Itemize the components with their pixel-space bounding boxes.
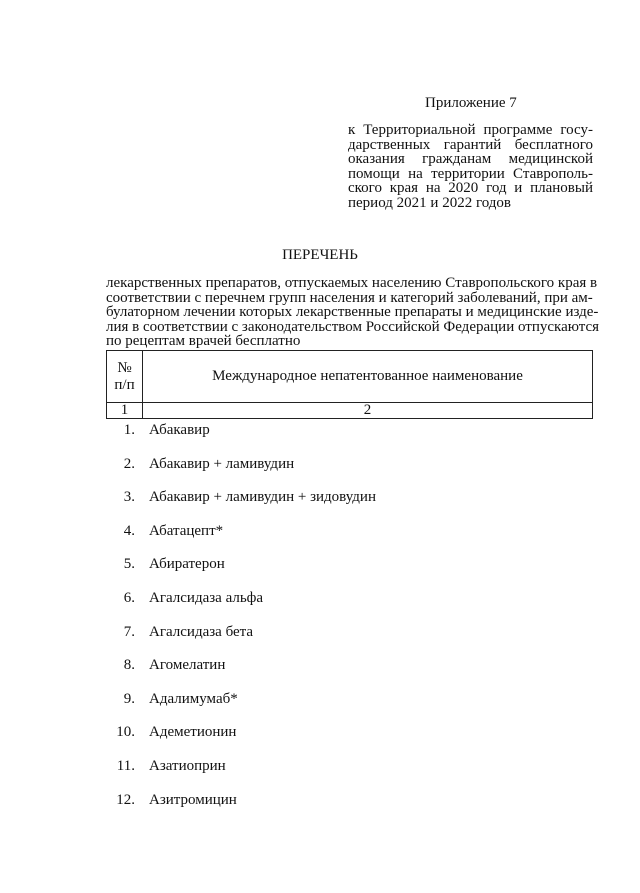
item-number: 2. [123,455,135,472]
list-item [106,516,593,550]
item-name: Абакавир + ламивудин + зидовудин [149,489,376,506]
drug-table-header [106,350,593,419]
col-num-header-line: п/п [114,376,135,393]
item-name: Абиратерон [149,556,225,573]
list-item [106,650,593,684]
list-item [106,684,593,718]
item-name: Адеметионин [149,724,237,741]
list-description-line: лекарственных препаратов, отпускаемых населению Ставропольского края в [106,275,598,291]
item-number: 4. [123,522,135,539]
appendix-subtitle-line: к Территориальной программе госу- [348,122,593,138]
list-description-line: соответствии с перечнем групп населения и категорий заболеваний, при ам- [106,289,593,306]
col-num-index: 1 [107,403,143,419]
item-name: Агалсидаза бета [149,623,254,640]
item-number: 3. [123,489,135,506]
list-item [106,549,593,583]
list-item [106,785,593,819]
item-number: 12. [116,791,135,808]
list-description-line: лия в соответствии с законодательством Российской Федерации отпускаются [106,318,600,335]
list-description-line: булаторном лечении которых лекарственные препараты и медицинские изде- [106,304,599,320]
item-number: 6. [123,589,135,606]
col-name-header: Международное непатентованное наименование [143,351,593,403]
appendix-subtitle-line: помощи на территории Ставрополь- [348,165,593,182]
item-number: 10. [116,724,135,741]
item-name: Абатацепт* [149,522,224,539]
list-description [106,275,600,349]
item-number: 1. [123,422,135,438]
list-item [106,751,593,785]
item-number: 8. [123,657,135,674]
item-name: Абакавир [149,422,210,438]
drug-list [106,415,593,818]
table-header-row [107,351,593,403]
list-title: ПЕРЕЧЕНЬ [282,247,358,263]
item-number: 5. [123,556,135,573]
col-num-header-line: № [117,359,132,376]
list-item [106,415,593,449]
item-name: Агалсидаза альфа [149,589,264,606]
appendix-subtitle-line: период 2021 и 2022 годов [348,194,512,211]
appendix-subtitle-line: дарственных гарантий бесплатного [348,136,593,153]
list-item [106,717,593,751]
item-name: Азатиоприн [149,757,226,774]
list-item [106,617,593,651]
list-item [106,449,593,483]
item-number: 9. [123,690,135,707]
item-name: Адалимумаб* [149,690,238,707]
list-item [106,482,593,516]
appendix-subtitle-line: оказания гражданам медицинской [348,151,593,167]
col-num-header [107,351,143,403]
item-name: Агомелатин [149,657,226,674]
item-number: 7. [123,623,135,640]
item-name: Абакавир + ламивудин [149,455,295,472]
col-name-index: 2 [143,403,593,419]
appendix-number: Приложение 7 [425,95,517,111]
item-number: 11. [116,757,135,774]
appendix-subtitle [348,123,593,210]
item-name: Азитромицин [149,791,237,808]
appendix-subtitle-line: ского края на 2020 год и плановый [348,180,593,196]
list-item [106,583,593,617]
list-description-line: по рецептам врачей бесплатно [106,333,301,349]
